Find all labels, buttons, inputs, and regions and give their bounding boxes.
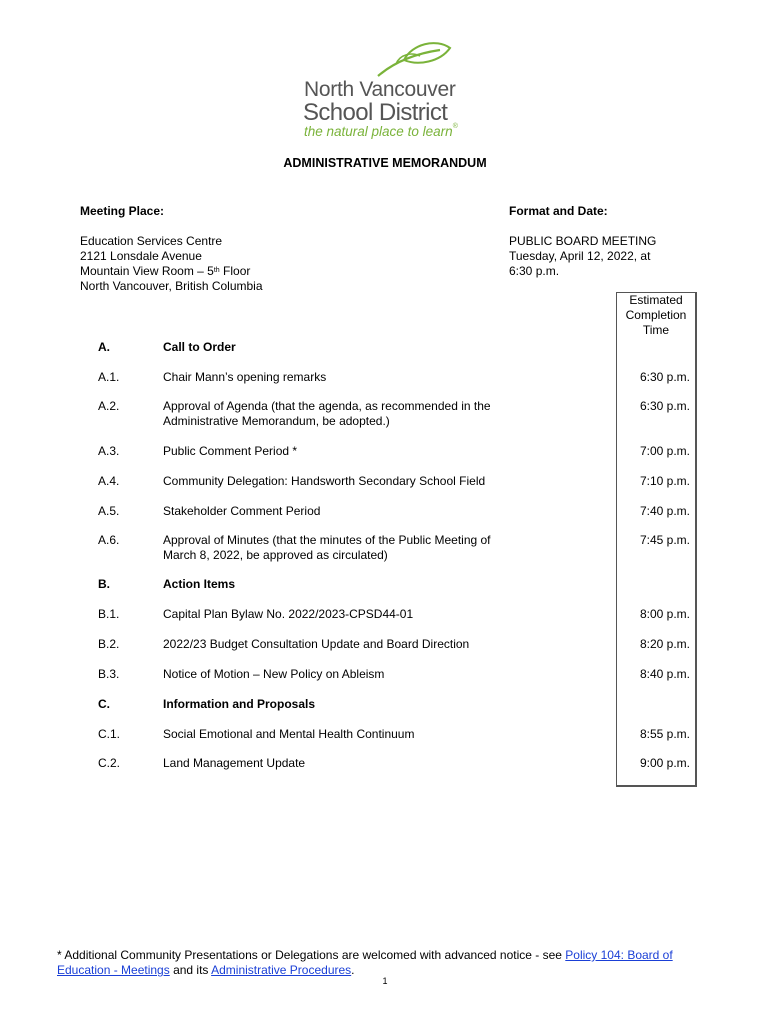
agenda-num: A.6. [98,533,120,547]
agenda-num: B.1. [98,607,120,621]
footer-text1: * Additional Community Presentations or Delegations are welcomed with advanced notice - see [57,948,566,962]
agenda-item-time: 7:45 p.m. [639,533,690,547]
format-date-block [509,234,656,279]
administrative-procedures-link[interactable]: Administrative Procedures [211,963,352,977]
agenda-item-time: 6:30 p.m. [639,399,690,413]
section-title: Call to Order [163,340,236,354]
agenda-num: A.4. [98,474,120,488]
address-line2: 2121 Lonsdale Avenue [80,249,202,263]
agenda-item-time: 8:00 p.m. [639,607,690,621]
footer-text3: . [351,963,355,977]
section-title: Information and Proposals [163,697,316,711]
agenda-item-text: Capital Plan Bylaw No. 2022/2023-CPSD44-01 [163,607,414,621]
agenda-item-text: Social Emotional and Mental Health Continuum [163,727,415,741]
agenda-num: A.3. [98,444,120,458]
agenda-item-time: 7:00 p.m. [639,444,690,458]
agenda-item-text: Chair Mann’s opening remarks [163,370,327,384]
format-line3: 6:30 p.m. [509,264,560,278]
address-line3-suffix: Floor [219,264,251,278]
agenda-item-text: Approval of Agenda (that the agenda, as recommended in the Administrative Memorandum, be adopted.) [163,399,491,428]
agenda-num: C. [98,697,110,711]
agenda-num: A.2. [98,399,120,413]
agenda-num: A.1. [98,370,120,384]
footer-text2: and its [169,963,212,977]
address-line1: Education Services Centre [80,234,223,248]
format-line1: PUBLIC BOARD MEETING [509,234,657,248]
agenda-item-time: 8:55 p.m. [639,727,690,741]
meeting-place-label: Meeting Place: [80,204,165,218]
agenda-item-text: Land Management Update [163,756,306,770]
agenda-item-text: Notice of Motion – New Policy on Ableism [163,667,385,681]
address-line3-sup: th [213,267,220,274]
logo-line1: North Vancouver [304,78,456,101]
format-line2: Tuesday, April 12, 2022, at [509,249,651,263]
address-line3-prefix: Mountain View Room – 5 [80,264,214,278]
logo-line2: School District [303,99,448,126]
time-column-header [616,293,696,338]
address-line3 [80,264,263,279]
agenda-num: C.2. [98,756,121,770]
agenda-item-text: 2022/23 Budget Consultation Update and Board Direction [163,637,470,651]
district-logo [300,40,475,140]
footer-note [57,948,717,978]
agenda-item-text: Stakeholder Comment Period [163,504,321,518]
format-date-label: Format and Date: [509,204,608,218]
agenda-item-text: Approval of Minutes (that the minutes of the Public Meeting of March 8, 2022, be approved as circulated) [163,533,491,562]
tagline-text: the natural place to learn [304,124,453,139]
meeting-place-address [80,234,263,294]
agenda-num: B.2. [98,637,120,651]
agenda-item-text: Community Delegation: Handsworth Secondary School Field [163,474,486,488]
agenda-item-time: 8:40 p.m. [639,667,690,681]
time-header-line3: Time [642,323,670,337]
agenda-item-time: 7:40 p.m. [639,504,690,518]
page-number: 1 [382,976,388,986]
agenda-item-text: Public Comment Period * [163,444,298,458]
time-header-line2: Completion [625,308,687,322]
agenda-item-time: 6:30 p.m. [639,370,690,384]
agenda-item-time: 8:20 p.m. [639,637,690,651]
agenda-num: B.3. [98,667,120,681]
logo-tagline [304,124,458,139]
agenda-num: A.5. [98,504,120,518]
tagline-mark: ® [452,123,458,130]
leaf-icon [300,40,475,80]
agenda-item-time: 7:10 p.m. [639,474,690,488]
agenda-num: A. [98,340,110,354]
agenda-num: C.1. [98,727,121,741]
address-line4: North Vancouver, British Columbia [80,279,263,293]
agenda-num: B. [98,577,110,591]
agenda-item-time: 9:00 p.m. [639,756,690,770]
section-title: Action Items [163,577,236,591]
policy-104-link[interactable]: Policy 104: Board of Education - Meetings [57,948,673,977]
page-title: ADMINISTRATIVE MEMORANDUM [283,156,487,170]
time-header-line1: Estimated [629,293,683,307]
